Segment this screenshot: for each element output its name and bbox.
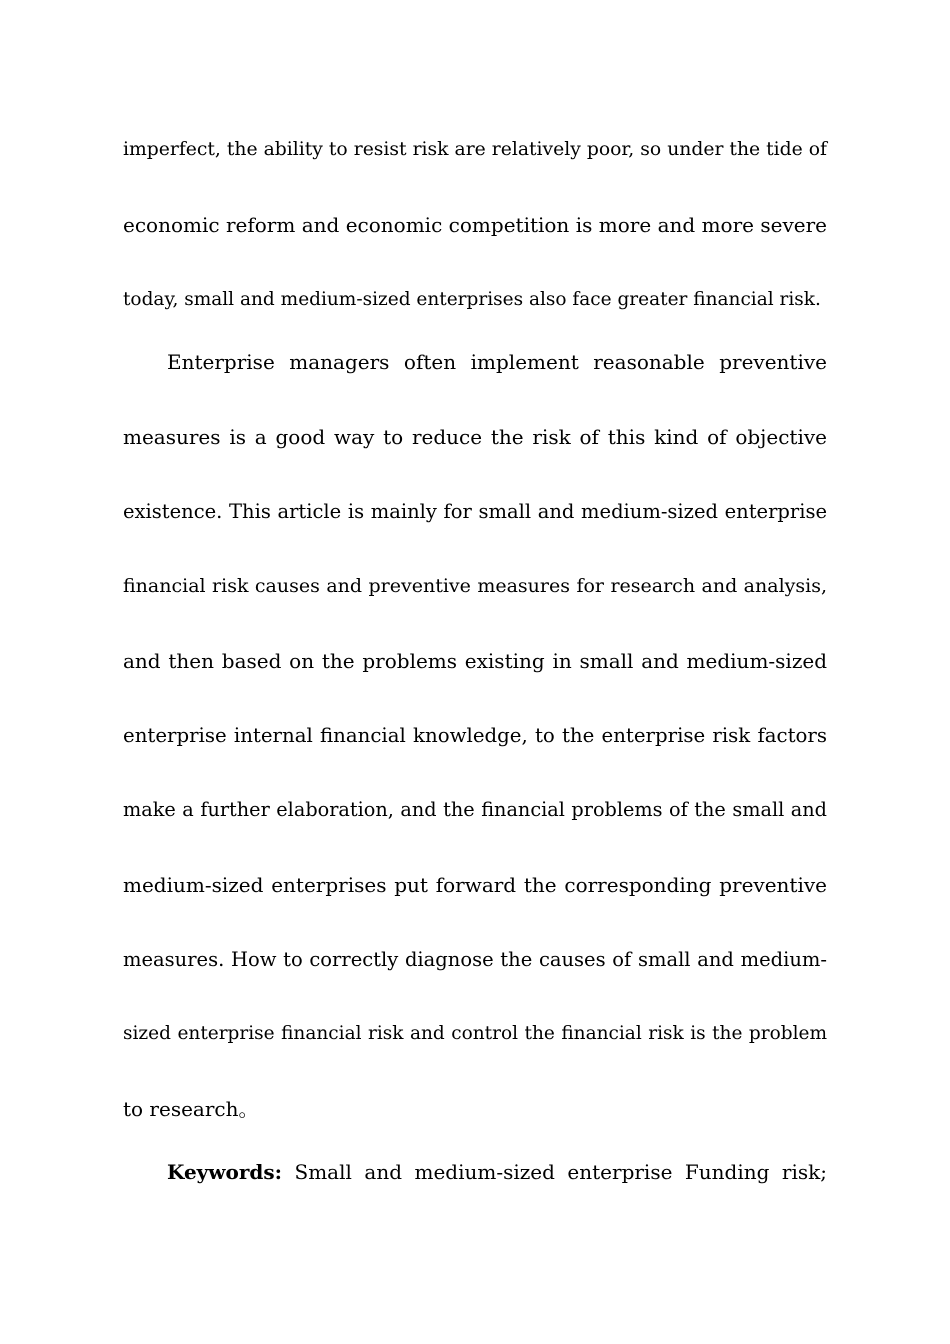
keywords-text: Small and medium-sized enterprise Funding risk; bbox=[294, 1160, 828, 1184]
paragraph-2-line-8: medium-sized enterprises put forward the corresponding preventive bbox=[123, 873, 827, 897]
paragraph-1-line-3: today, small and medium-sized enterprises also face greater financial risk. bbox=[123, 289, 821, 310]
paragraph-2-line-9: measures. How to correctly diagnose the causes of small and medium- bbox=[123, 948, 827, 971]
paragraph-2-line-5: and then based on the problems existing in small and medium-sized bbox=[123, 649, 827, 673]
keywords-line bbox=[167, 1158, 827, 1186]
paragraph-2-line-2: measures is a good way to reduce the risk of this kind of objective bbox=[123, 425, 827, 449]
paragraph-2-line-3: existence. This article is mainly for small and medium-sized enterprise bbox=[123, 500, 827, 523]
paragraph-2-line-6: enterprise internal financial knowledge, to the enterprise risk factors bbox=[123, 724, 827, 747]
keywords-label: Keywords: bbox=[167, 1160, 283, 1184]
paragraph-1-line-1: imperfect, the ability to resist risk are relatively poor, so under the tide of bbox=[123, 139, 827, 160]
paragraph-2-line-1: Enterprise managers often implement reasonable preventive bbox=[167, 350, 827, 374]
paragraph-1-line-2: economic reform and economic competition is more and more severe bbox=[123, 213, 827, 237]
paragraph-2-line-7: make a further elaboration, and the financial problems of the small and bbox=[123, 798, 827, 821]
paragraph-2-line-10: sized enterprise financial risk and control the financial risk is the problem bbox=[123, 1023, 827, 1044]
paragraph-2-line-4: financial risk causes and preventive measures for research and analysis, bbox=[123, 575, 827, 597]
paragraph-2-line-11: to research。 bbox=[123, 1097, 259, 1121]
